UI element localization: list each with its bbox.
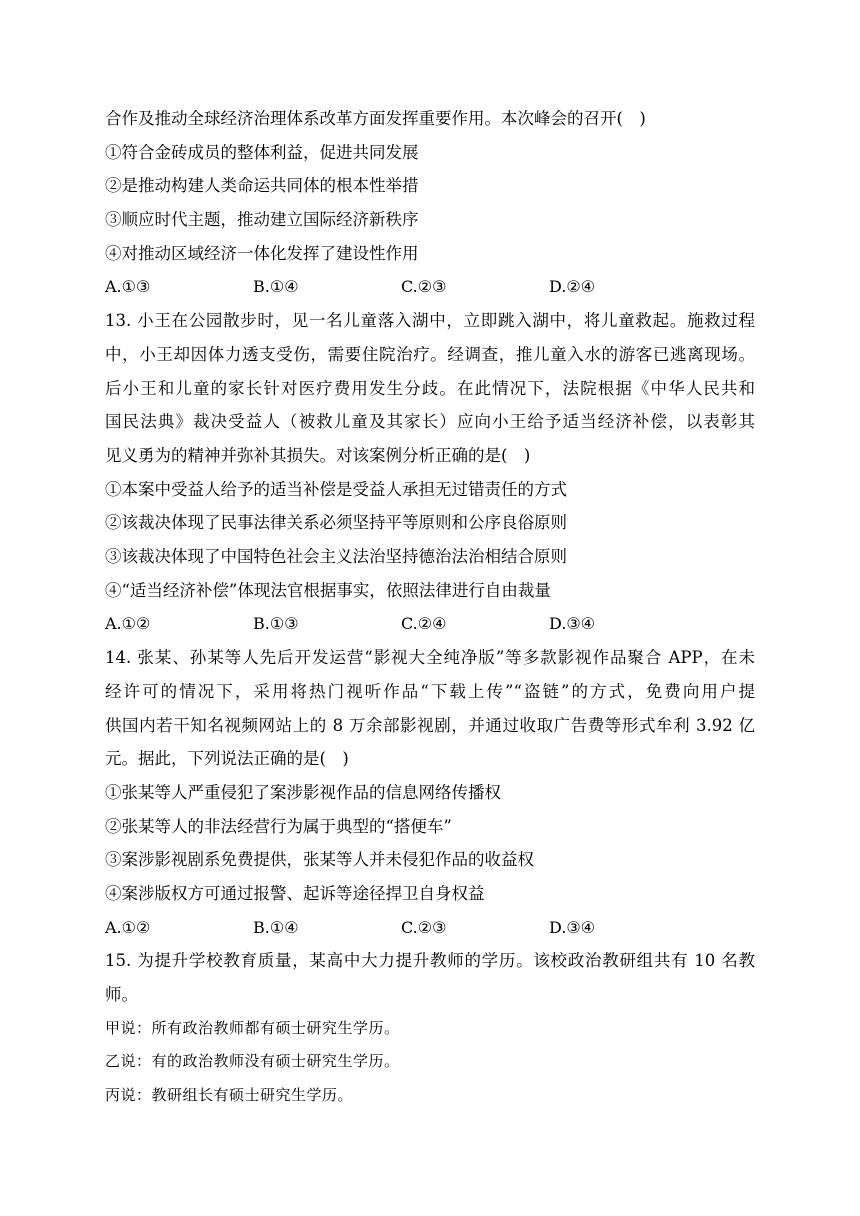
q13-statement-1: ①本案中受益人给予的适当补偿是受益人承担无过错责任的方式 xyxy=(105,479,567,499)
q13-stem-line-4: 国民法典》裁决受益人（被救儿童及其家长）应向小王给予适当经济补偿，以表彰其 xyxy=(105,412,755,432)
q12-choices xyxy=(105,270,755,304)
q13-statement-2: ②该裁决体现了民事法律关系必须坚持平等原则和公序良俗原则 xyxy=(105,513,567,533)
q13-choice-b: B.①③ xyxy=(253,614,299,634)
q15-speaker-jia: 甲说：所有政治教师都有硕士研究生学历。 xyxy=(105,1018,400,1037)
q12-choice-a: A.①③ xyxy=(105,277,151,297)
q14-statement-2: ②张某等人的非法经营行为属于典型的“搭便车” xyxy=(105,816,452,836)
q14-choice-d: D.③④ xyxy=(549,917,596,937)
q14-statement-3: ③案涉影视剧系免费提供，张某等人并未侵犯作品的收益权 xyxy=(105,850,534,870)
exam-page xyxy=(105,102,755,1113)
q12-statement-1: ①符合金砖成员的整体利益，促进共同发展 xyxy=(105,142,419,162)
q14-choice-c: C.②③ xyxy=(401,917,447,937)
q13-choice-a: A.①② xyxy=(105,614,151,634)
q13-statement-3: ③该裁决体现了中国特色社会主义法治坚持德治法治相结合原则 xyxy=(105,547,567,567)
q13-statement-4: ④“适当经济补偿”体现法官根据事实，依照法律进行自由裁量 xyxy=(105,580,551,600)
q15-stem-line-1: 15. 为提升学校教育质量，某高中大力提升教师的学历。该校政治教研组共有 10 名教 xyxy=(105,951,755,971)
q14-stem-line-2: 经许可的情况下，采用将热门视听作品“下载上传”“盗链”的方式，免费向用户提 xyxy=(105,681,755,701)
q14-statement-1: ①张某等人严重侵犯了案涉影视作品的信息网络传播权 xyxy=(105,782,501,802)
q13-stem-line-2: 中，小王却因体力透支受伤，需要住院治疗。经调查，推儿童入水的游客已逃离现场。 xyxy=(105,344,755,364)
q12-statement-2: ②是推动构建人类命运共同体的根本性举措 xyxy=(105,176,419,196)
q12-choice-b: B.①④ xyxy=(253,277,299,297)
q14-choice-a: A.①② xyxy=(105,917,151,937)
q13-stem-line-1: 13. 小王在公园散步时，见一名儿童落入湖中，立即跳入湖中，将儿童救起。施救过程 xyxy=(105,311,755,331)
q13-stem-line-3: 后小王和儿童的家长针对医疗费用发生分歧。在此情况下，法院根据《中华人民共和 xyxy=(105,378,755,398)
q13-choices xyxy=(105,607,755,641)
q14-choices xyxy=(105,911,755,945)
q14-stem-line-4: 元。据此，下列说法正确的是( ) xyxy=(105,749,349,769)
q14-choice-b: B.①④ xyxy=(253,917,299,937)
q12-statement-3: ③顺应时代主题，推动建立国际经济新秩序 xyxy=(105,210,419,230)
q14-stem-line-3: 供国内若干知名视频网站上的 8 万余部影视剧，并通过收取广告费等形式牟利 3.92 亿 xyxy=(105,715,755,735)
q13-choice-c: C.②④ xyxy=(401,614,447,634)
q12-choice-c: C.②③ xyxy=(401,277,447,297)
q15-speaker-bing: 丙说：教研组长有硕士研究生学历。 xyxy=(105,1086,354,1105)
q13-choice-d: D.③④ xyxy=(549,614,596,634)
q12-stem-tail: 合作及推动全球经济治理体系改革方面发挥重要作用。本次峰会的召开( ) xyxy=(105,109,646,128)
q14-statement-4: ④案涉版权方可通过报警、起诉等途径捍卫自身权益 xyxy=(105,883,485,903)
q15-stem-line-2: 师。 xyxy=(105,985,138,1005)
q12-statement-4: ④对推动区域经济一体化发挥了建设性作用 xyxy=(105,243,419,263)
q14-stem-line-1: 14. 张某、孙某等人先后开发运营“影视大全纯净版”等多款影视作品聚合 APP，在未 xyxy=(105,648,755,668)
q12-choice-d: D.②④ xyxy=(549,277,596,297)
q15-speaker-yi: 乙说：有的政治教师没有硕士研究生学历。 xyxy=(105,1052,400,1071)
q13-stem-line-5: 见义勇为的精神并弥补其损失。对该案例分析正确的是( ) xyxy=(105,445,531,465)
